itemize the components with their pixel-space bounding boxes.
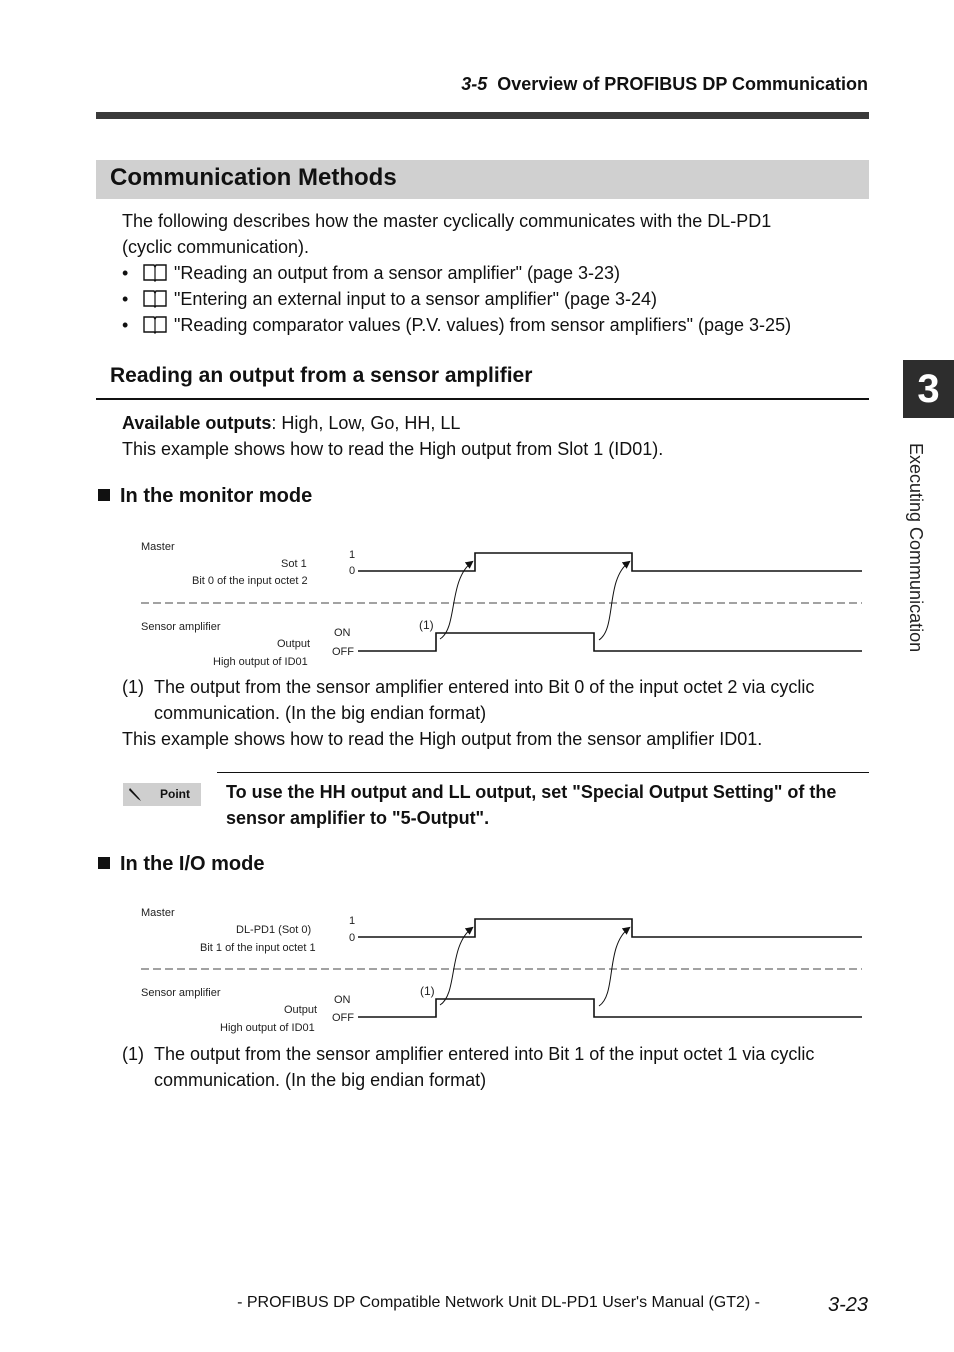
intro-line-1: The following describes how the master cyclically communicates with the DL-PD1 [122, 211, 772, 231]
io-mode-title: In the I/O mode [120, 853, 265, 875]
page-number: 3-23 [827, 1294, 868, 1316]
bullet-dot: • [122, 263, 129, 283]
example-text-2: This example shows how to read the High output from the sensor amplifier ID01. [122, 729, 763, 749]
point-label: Point [160, 787, 190, 801]
section-title: Communication Methods [110, 164, 397, 191]
reference-bullet-3[interactable] [122, 315, 791, 336]
diagram-master-label: Master [141, 541, 175, 553]
intro-paragraph [122, 208, 771, 260]
footer-manual-title: - PROFIBUS DP Compatible Network Unit DL-PD1 User's Manual (GT2) - [237, 1294, 760, 1311]
available-outputs-values: : High, Low, Go, HH, LL [271, 413, 461, 433]
example-text: This example shows how to read the High output from Slot 1 (ID01). [122, 439, 664, 459]
running-header [461, 74, 868, 95]
io-note [122, 1041, 814, 1093]
sync-arrow [599, 562, 629, 640]
diagram-off-label: OFF [332, 1012, 354, 1024]
header-rule [96, 112, 869, 119]
diagram-marker: (1) [419, 618, 434, 632]
diagram-marker: (1) [420, 984, 435, 998]
subsection-title: Reading an output from a sensor amplifier [110, 364, 533, 387]
diagram-bit-label: Bit 1 of the input octet 1 [200, 942, 316, 954]
point-text: To use the HH output and LL output, set "Special Output Setting" of the sensor amplifier to "5-Output". [226, 782, 837, 828]
book-reference-icon [142, 289, 168, 308]
bullet-dot: • [122, 289, 129, 309]
io-timing-diagram [0, 906, 954, 1036]
diagram-output-label: Output [284, 1004, 318, 1016]
diagram-level-one: 1 [349, 549, 356, 561]
reference-bullet-1[interactable] [122, 263, 620, 284]
diagram-slot-label: Sot 1 [281, 558, 307, 570]
sensor-signal-line [358, 999, 862, 1017]
note-text-2: communication. (In the big endian format) [154, 1070, 487, 1090]
available-outputs-label: Available outputs [122, 413, 272, 433]
note-text-2: communication. (In the big endian format) [154, 703, 487, 723]
diagram-master-label: Master [141, 907, 175, 919]
sync-arrow [599, 928, 629, 1006]
diagram-level-zero: 0 [349, 932, 356, 944]
header-section-number: 3-5 [461, 74, 488, 94]
diagram-output-label: Output [277, 638, 311, 650]
book-reference-icon [142, 315, 168, 334]
intro-line-2: (cyclic communication). [122, 237, 310, 257]
diagram-level-zero: 0 [349, 565, 356, 577]
master-signal-line [358, 553, 862, 571]
bullet-text: "Reading comparator values (P.V. values) from sensor amplifiers" (page 3-25) [174, 315, 792, 335]
diagram-on-label: ON [334, 627, 351, 639]
monitor-mode-heading [98, 485, 312, 508]
diagram-high-label: High output of ID01 [213, 656, 308, 668]
diagram-slot-label: DL-PD1 (Sot 0) [236, 924, 312, 936]
chapter-side-text: Executing Communication [906, 443, 926, 653]
diagram-bit-label: Bit 0 of the input octet 2 [192, 575, 308, 587]
diagram-sensor-label: Sensor amplifier [141, 621, 221, 633]
diagram-high-label: High output of ID01 [220, 1022, 315, 1034]
bullet-dot: • [122, 315, 129, 335]
io-mode-heading [98, 853, 264, 876]
diagram-sensor-label: Sensor amplifier [141, 987, 221, 999]
book-reference-icon [142, 263, 168, 282]
monitor-mode-title: In the monitor mode [120, 485, 313, 507]
available-outputs [122, 410, 663, 462]
diagram-level-one: 1 [349, 915, 356, 927]
monitor-timing-diagram [0, 540, 954, 670]
note-number: (1) [122, 677, 144, 697]
diagram-on-label: ON [334, 994, 351, 1006]
header-section-title: Overview of PROFIBUS DP Communication [497, 74, 868, 94]
point-rule [217, 772, 869, 773]
bullet-text: "Reading an output from a sensor amplifier" (page 3-23) [174, 263, 621, 283]
subsection-rule [96, 398, 869, 400]
note-text-1: The output from the sensor amplifier entered into Bit 1 of the input octet 1 via cyclic [154, 1044, 815, 1064]
sync-arrow [440, 562, 472, 639]
chapter-tab[interactable]: 3 [903, 360, 954, 418]
sync-arrow [440, 928, 472, 1005]
diagram-off-label: OFF [332, 646, 354, 658]
note-number: (1) [122, 1044, 144, 1064]
monitor-note [122, 674, 814, 752]
square-bullet-icon [98, 489, 110, 501]
chapter-side-label [905, 443, 949, 673]
pencil-icon [127, 785, 145, 803]
square-bullet-icon [98, 857, 110, 869]
master-signal-line [358, 919, 862, 937]
reference-bullet-2[interactable] [122, 289, 657, 310]
sensor-signal-line [358, 633, 862, 651]
note-text-1: The output from the sensor amplifier entered into Bit 0 of the input octet 2 via cyclic [154, 677, 815, 697]
bullet-text: "Entering an external input to a sensor amplifier" (page 3-24) [174, 289, 658, 309]
